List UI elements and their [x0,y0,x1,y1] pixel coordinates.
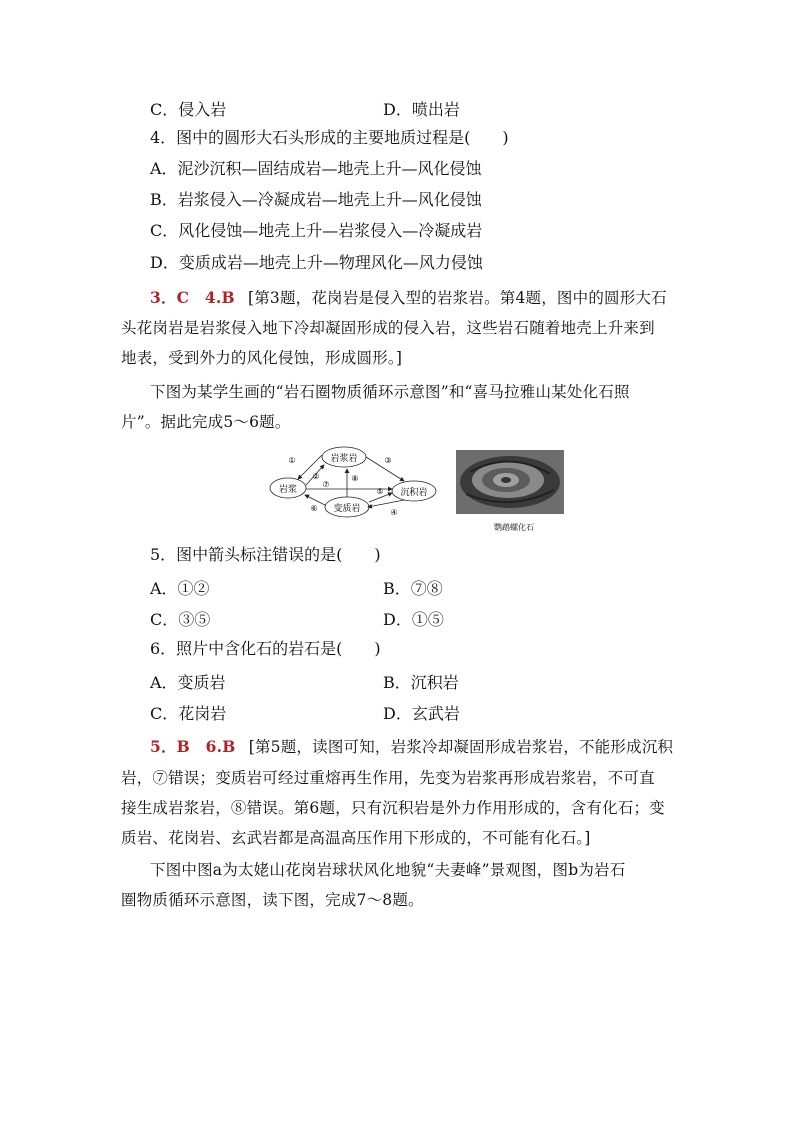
answer-3-4-line3: 地表，受到外力的风化侵蚀，形成圆形。] [121,349,403,367]
node-magma-label: 岩浆 [278,485,298,495]
q3-option-d: D．喷出岩 [383,100,460,119]
photo-caption: 鹦鹉螺化石 [494,523,534,532]
answer-3-4-label: 3．C 4.B [150,288,235,307]
arrow-label-2: ② [312,472,320,481]
arrow-4 [368,500,404,507]
q4-stem: 4．图中的圆形大石头形成的主要地质过程是( ) [150,128,509,147]
answer-5-6-line2: 岩，⑦错误；变质岩可经过重熔再生作用，先变为岩浆再形成岩浆岩，不可直 [121,769,655,787]
rock-cycle-diagram [262,443,448,521]
arrow-label-1: ① [288,456,296,465]
q6-option-c: C．花岗岩 [150,704,227,723]
intro-7-8-line1: 下图中图a为太姥山花岗岩球状风化地貌“夫妻峰”景观图，图b为岩石 [150,861,626,879]
answer-5-6-label: 5．B 6.B [150,737,236,756]
arrow-label-5: ⑤ [376,487,384,496]
q5-stem: 5．图中箭头标注错误的是( ) [150,545,381,564]
q5-option-c: C．③⑤ [150,610,211,629]
q4-option-c: C．风化侵蚀—地壳上升—岩浆侵入—冷凝成岩 [150,221,483,240]
intro-5-6-line2: 片”。据此完成5～6题。 [121,413,291,431]
node-metamorphic-label: 变质岩 [333,504,361,514]
arrow-label-8: ⑧ [351,474,359,483]
arrow-label-7: ⑦ [322,480,330,489]
nautilus-fossil-photo [456,450,564,514]
q6-option-b: B．沉积岩 [383,673,459,692]
arrow-label-4: ④ [390,508,398,517]
intro-5-6-line1: 下图为某学生画的“岩石圈物质循环示意图”和“喜马拉雅山某处化石照 [150,383,630,401]
node-sedimentary-label: 沉积岩 [400,488,428,498]
q5-option-a: A．①② [150,579,210,598]
arrow-label-3: ③ [384,456,392,465]
q4-option-a: A．泥沙沉积—固结成岩—地壳上升—风化侵蚀 [150,159,482,178]
q6-option-d: D．玄武岩 [383,704,460,723]
answer-5-6-line1 [150,735,673,757]
q6-stem: 6．照片中含化石的岩石是( ) [150,639,381,658]
q4-option-b: B．岩浆侵入—冷凝成岩—地壳上升—风化侵蚀 [150,190,482,209]
answer-5-6-text1: [第5题，读图可知，岩浆冷却凝固形成岩浆岩，不能形成沉积 [248,738,674,756]
intro-7-8-line2: 圈物质循环示意图，读下图，完成7～8题。 [121,891,424,909]
arrow-label-6: ⑥ [310,504,318,513]
q3-option-c: C．侵入岩 [150,100,227,119]
q5-option-b: B．⑦⑧ [383,579,443,598]
answer-3-4-line1 [150,286,667,308]
answer-5-6-line3: 接生成岩浆岩，⑧错误。第6题，只有沉积岩是外力作用形成的，含有化石；变 [121,799,665,817]
q5-option-d: D．①⑤ [383,610,444,629]
q6-option-a: A．变质岩 [150,673,226,692]
node-igneous-label: 岩浆岩 [330,454,358,464]
answer-3-4-line2: 头花岗岩是岩浆侵入地下冷却凝固形成的侵入岩，这些岩石随着地壳上升来到 [121,319,655,337]
answer-5-6-line4: 质岩、花岗岩、玄武岩都是高温高压作用下形成的，不可能有化石。] [121,829,591,847]
q4-option-d: D．变质成岩—地壳上升—物理风化—风力侵蚀 [150,253,483,272]
answer-3-4-text1: [第3题，花岗岩是侵入型的岩浆岩。第4题，图中的圆形大石 [247,289,667,307]
